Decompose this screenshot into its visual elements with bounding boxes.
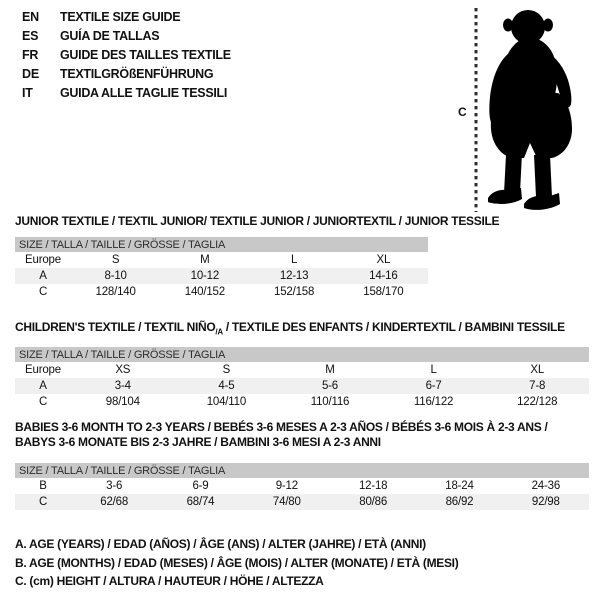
size-header-label: SIZE / TALLA / TAILLE / GRÖSSE / TAGLIA [15, 237, 428, 252]
table-row-europe [15, 362, 589, 378]
table-row-height [15, 284, 428, 300]
size-cell: XS [115, 364, 131, 376]
height-dimension-label: C [458, 105, 467, 119]
size-cell: XL [376, 254, 391, 266]
table-row-europe [15, 252, 428, 268]
size-cell: S [222, 364, 231, 376]
size-cell: 158/170 [363, 286, 404, 298]
language-code: DE [22, 67, 39, 81]
section-title-children-sub: /A [215, 327, 223, 337]
size-cell: 104/110 [206, 396, 247, 408]
language-title: GUÍA DE TALLAS [60, 29, 160, 43]
section-title-children [15, 320, 565, 339]
size-table-babies [15, 463, 589, 510]
size-cell: 80/86 [330, 494, 416, 510]
height-dashed-line [473, 8, 479, 212]
size-cell: 6-7 [382, 378, 486, 394]
size-header-band [15, 237, 428, 252]
size-cell: 140/152 [184, 286, 225, 298]
language-row-fr [22, 46, 231, 65]
size-cell: M [200, 254, 210, 266]
size-cell: S [111, 254, 120, 266]
section-title-babies-line2: BABYS 3-6 MONATE BIS 2-3 JAHRE / BAMBINI 3-6 MESI A 2-3 ANNI [15, 435, 381, 449]
size-cell: M [325, 364, 335, 376]
footnote-a: A. AGE (YEARS) / EDAD (AÑOS) / ÂGE (ANS) / ALTER (JAHRE) / ETÀ (ANNI) [15, 537, 426, 551]
size-cell: 3-4 [71, 378, 175, 394]
language-code: ES [22, 29, 39, 43]
language-list [22, 8, 231, 103]
table-row-height [15, 494, 589, 510]
size-cell: 110/116 [310, 396, 350, 408]
footnotes [15, 535, 458, 591]
size-cell: 128/140 [95, 286, 136, 298]
footnote-c: C. (cm) HEIGHT / ALTURA / HAUTEUR / HÖHE / ALTEZZA [15, 574, 324, 588]
row-label-cell: Europe [25, 364, 61, 376]
size-cell: 116/122 [413, 396, 454, 408]
section-title-junior: JUNIOR TEXTILE / TEXTIL JUNIOR/ TEXTILE JUNIOR / JUNIORTEXTIL / JUNIOR TESSILE [15, 214, 500, 228]
language-row-es [22, 27, 231, 46]
table-row-height [15, 394, 589, 410]
table-row-months [15, 478, 589, 494]
size-cell: 9-12 [275, 480, 298, 492]
size-cell: 18-24 [445, 480, 474, 492]
row-label-cell: B [39, 480, 47, 492]
size-cell: 14-16 [339, 268, 428, 284]
size-cell: 74/80 [244, 494, 330, 510]
row-label-cell: C [38, 396, 48, 408]
language-title: GUIDA ALLE TAGLIE TESSILI [60, 86, 228, 100]
row-label-cell: Europe [25, 254, 61, 266]
row-label-cell: C [15, 494, 71, 510]
language-title: TEXTILE SIZE GUIDE [60, 10, 181, 24]
language-title: GUIDE DES TAILLES TEXTILE [60, 48, 231, 62]
language-row-en [22, 8, 231, 27]
size-cell: 68/74 [157, 494, 243, 510]
size-cell: 6-9 [192, 480, 209, 492]
size-cell: 62/68 [71, 494, 157, 510]
language-code: FR [22, 48, 39, 62]
size-header-band [15, 463, 589, 478]
language-row-de [22, 65, 231, 84]
section-title-children-prefix: CHILDREN'S TEXTILE / TEXTIL NIÑO [15, 320, 216, 334]
size-cell: 98/104 [105, 396, 140, 408]
row-label-cell: A [15, 268, 71, 284]
size-header-label: SIZE / TALLA / TAILLE / GRÖSSE / TAGLIA [15, 463, 589, 478]
size-cell: 10-12 [160, 268, 249, 284]
size-cell: 5-6 [278, 378, 382, 394]
row-label-cell: A [15, 378, 71, 394]
size-cell: 86/92 [416, 494, 502, 510]
language-code: IT [22, 86, 33, 100]
size-cell: 152/158 [274, 286, 315, 298]
size-cell: L [430, 364, 437, 376]
size-header-label: SIZE / TALLA / TAILLE / GRÖSSE / TAGLIA [15, 347, 589, 362]
size-cell: 12-13 [250, 268, 339, 284]
table-row-age [15, 268, 428, 284]
baby-silhouette [484, 5, 576, 212]
section-title-babies-line1: BABIES 3-6 MONTH TO 2-3 YEARS / BEBÉS 3-6 MESES A 2-3 AÑOS / BÉBÉS 3-6 MOIS À 2-3 ANS / [15, 420, 548, 434]
size-cell: L [291, 254, 298, 266]
size-header-band [15, 347, 589, 362]
section-title-babies [15, 420, 547, 450]
size-cell: 4-5 [175, 378, 279, 394]
size-cell: 24-36 [531, 480, 561, 492]
size-cell: 8-10 [71, 268, 160, 284]
footnote-b: B. AGE (MONTHS) / EDAD (MESES) / ÂGE (MOIS) / ALTER (MONATE) / ETÀ (MESI) [15, 555, 459, 570]
row-label-cell: C [38, 286, 48, 298]
size-cell: 122/128 [517, 396, 558, 408]
section-title-children-suffix: / TEXTILE DES ENFANTS / KINDERTEXTIL / BAMBINI TESSILE [222, 320, 565, 334]
size-cell: XL [530, 364, 545, 376]
table-row-age [15, 378, 589, 394]
size-cell: 3-6 [106, 480, 123, 492]
language-title: TEXTILGRÖßENFÜHRUNG [60, 67, 214, 81]
size-table-children [15, 347, 589, 410]
language-code: EN [22, 10, 39, 24]
size-cell: 7-8 [485, 378, 589, 394]
language-row-it [22, 84, 231, 103]
size-cell: 92/98 [503, 494, 589, 510]
size-table-junior [15, 237, 428, 300]
size-cell: 12-18 [358, 480, 388, 492]
size-figure [440, 5, 598, 217]
